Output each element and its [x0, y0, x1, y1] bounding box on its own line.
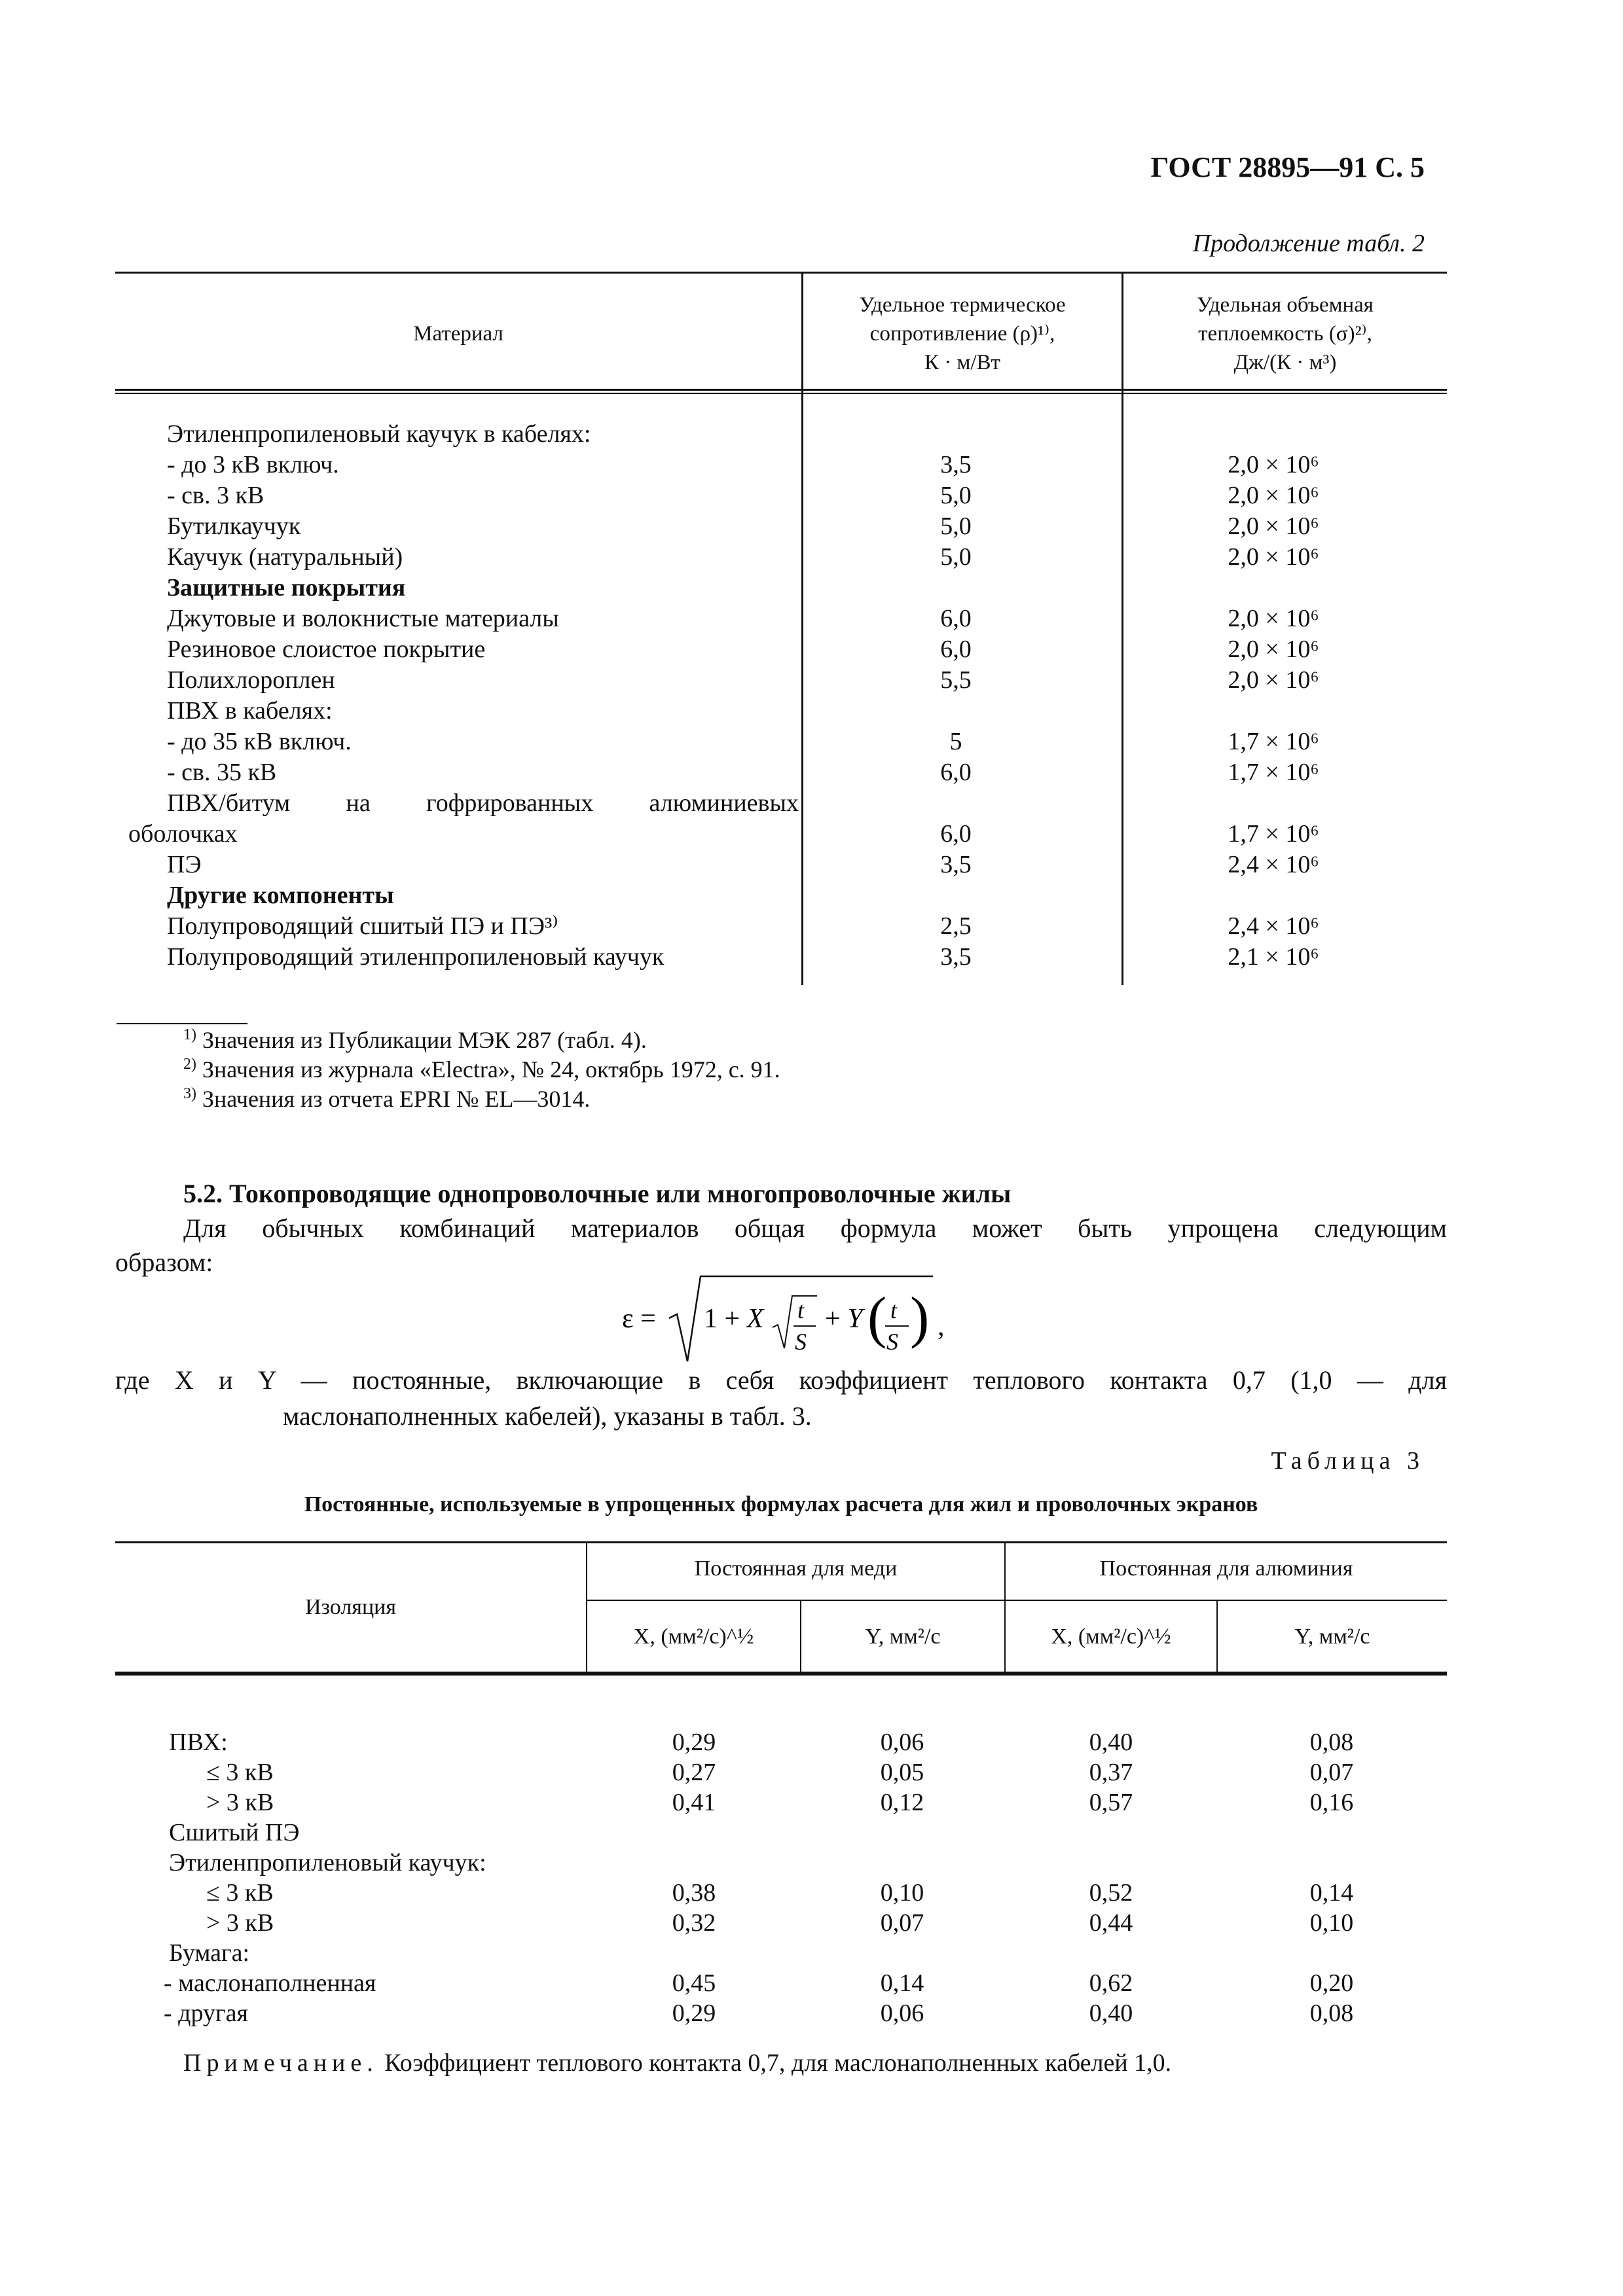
- svg-text:+ Y: + Y: [825, 1304, 863, 1334]
- copper-x-value: 0,29: [672, 2000, 716, 2027]
- table3-row: [0, 1939, 1623, 1968]
- resistivity-value: 6,0: [940, 605, 972, 632]
- table2-row: [0, 788, 1623, 819]
- aluminium-y-value: 0,14: [1309, 1879, 1354, 1907]
- table3-row: [0, 1758, 1623, 1787]
- table3-row: [0, 1728, 1623, 1757]
- capacity-value: 1,7 × 10⁶: [1228, 759, 1319, 786]
- copper-x-value: 0,32: [672, 1909, 716, 1937]
- insulation-name: Сшитый ПЭ: [169, 1819, 300, 1846]
- copper-y-value: 0,06: [880, 1729, 924, 1756]
- table2-row: [0, 450, 1623, 480]
- material-name: - до 3 кВ включ.: [167, 451, 339, 478]
- aluminium-x-value: 0,57: [1089, 1789, 1133, 1816]
- table2-header-capacity: [1123, 291, 1447, 377]
- svg-text:t: t: [797, 1297, 805, 1323]
- aluminium-y-value: 0,20: [1309, 1969, 1354, 1997]
- table3-header-alu-x: X, (мм²/с)^½: [1051, 1624, 1171, 1649]
- insulation-name: - маслонаполненная: [164, 1969, 376, 1997]
- aluminium-y-value: 0,08: [1309, 1729, 1354, 1756]
- material-name: Джутовые и волокнистые материалы: [167, 605, 559, 632]
- copper-y-value: 0,12: [880, 1789, 924, 1816]
- insulation-name: - другая: [164, 2000, 248, 2027]
- table2-header-resistivity: [803, 291, 1122, 377]
- table3-row: [0, 1818, 1623, 1848]
- insulation-name: > 3 кВ: [206, 1909, 274, 1937]
- table3-row: [0, 1909, 1623, 1938]
- footnote-mark: 2): [183, 1056, 196, 1073]
- table3-header-copper-y: Y, мм²/с: [865, 1624, 941, 1649]
- copper-x-value: 0,27: [672, 1759, 716, 1786]
- copper-x-value: 0,45: [672, 1969, 716, 1997]
- table3-row: [0, 1969, 1623, 1998]
- svg-text:S: S: [795, 1329, 807, 1355]
- resistivity-value: 6,0: [940, 759, 972, 786]
- material-name: Защитные покрытия: [167, 574, 406, 601]
- insulation-name: ≤ 3 кВ: [206, 1879, 274, 1907]
- table2-row: [0, 573, 1623, 603]
- resistivity-value: 5: [949, 728, 962, 755]
- document-header: ГОСТ 28895—91 С. 5: [1150, 151, 1425, 183]
- aluminium-y-value: 0,10: [1309, 1909, 1354, 1937]
- table-continuation-label: Продолжение табл. 2: [1192, 230, 1425, 257]
- material-name: Этиленпропиленовый каучук в кабелях:: [167, 420, 591, 448]
- material-name: ПВХ/битум на гофрированных алюминиевых: [167, 789, 799, 817]
- capacity-value: 2,4 × 10⁶: [1228, 912, 1319, 940]
- insulation-name: ≤ 3 кВ: [206, 1759, 274, 1786]
- note-text: Коэффициент теплового контакта 0,7, для маслонаполненных кабелей 1,0.: [384, 2049, 1172, 2077]
- table2-row: [0, 880, 1623, 911]
- aluminium-x-value: 0,52: [1089, 1879, 1133, 1907]
- table3-row: [0, 1788, 1623, 1818]
- table2-row: [0, 696, 1623, 726]
- table3-header-aluminium: Постоянная для алюминия: [1099, 1556, 1353, 1581]
- table3-header-rule: [115, 1672, 1447, 1676]
- table2-header-rule-2: [115, 393, 1447, 394]
- material-name: Полупроводящий сшитый ПЭ и ПЭ³⁾: [167, 912, 558, 940]
- table2-row: [0, 603, 1623, 634]
- capacity-line-1: Удельная объемная: [1197, 293, 1374, 317]
- insulation-name: Бумага:: [169, 1939, 250, 1967]
- footnote-text: Значения из отчета EPRI № EL—3014.: [196, 1086, 591, 1112]
- copper-x-value: 0,29: [672, 1729, 716, 1756]
- table3-header-copper-x: X, (мм²/с)^½: [633, 1624, 754, 1649]
- table2-row: [0, 850, 1623, 880]
- footnote-mark: 3): [183, 1085, 196, 1102]
- aluminium-y-value: 0,07: [1309, 1759, 1354, 1786]
- capacity-value: 2,4 × 10⁶: [1228, 851, 1319, 878]
- aluminium-y-value: 0,08: [1309, 2000, 1354, 2027]
- table2-row: [0, 819, 1623, 850]
- footnote-text: Значения из Публикации МЭК 287 (табл. 4).: [196, 1027, 647, 1053]
- resistivity-value: 5,0: [940, 482, 972, 509]
- resistivity-value: 6,0: [940, 636, 972, 663]
- capacity-line-2: теплоемкость (σ)²⁾,: [1198, 322, 1372, 346]
- material-name: Полихлороплен: [167, 666, 335, 694]
- material-name: Бутилкаучук: [167, 512, 301, 540]
- section-paragraph-line-2: образом:: [115, 1247, 213, 1277]
- table3-header-copper: Постоянная для меди: [694, 1556, 898, 1581]
- material-name: ПВХ в кабелях:: [167, 697, 333, 725]
- table3-label: Таблица 3: [1271, 1447, 1425, 1475]
- material-name: - до 35 кВ включ.: [167, 728, 352, 755]
- aluminium-x-value: 0,40: [1089, 1729, 1133, 1756]
- table3-row: [0, 1848, 1623, 1878]
- resistivity-value: 6,0: [940, 820, 972, 848]
- material-name: ПЭ: [167, 851, 202, 878]
- table3-header-insulation: Изоляция: [305, 1595, 396, 1619]
- aluminium-x-value: 0,40: [1089, 2000, 1133, 2027]
- aluminium-x-value: 0,62: [1089, 1969, 1133, 1997]
- capacity-value: 1,7 × 10⁶: [1228, 728, 1319, 755]
- resistivity-line-1: Удельное термическое: [859, 293, 1066, 317]
- resistivity-value: 3,5: [940, 943, 972, 971]
- capacity-value: 2,0 × 10⁶: [1228, 605, 1319, 632]
- material-name: Каучук (натуральный): [167, 543, 403, 571]
- insulation-name: > 3 кВ: [206, 1789, 274, 1816]
- table3-top-rule: [115, 1541, 1447, 1543]
- table2-row: [0, 942, 1623, 973]
- footnote: [183, 1056, 780, 1083]
- svg-text:S: S: [886, 1329, 898, 1355]
- material-name: - св. 35 кВ: [167, 759, 277, 786]
- copper-y-value: 0,06: [880, 2000, 924, 2027]
- svg-text:,: ,: [938, 1312, 945, 1342]
- insulation-name: ПВХ:: [169, 1729, 228, 1756]
- table2-row: [0, 634, 1623, 665]
- footnote: [183, 1085, 590, 1113]
- svg-text:): ): [910, 1286, 930, 1350]
- material-name: Полупроводящий этиленпропиленовый каучук: [167, 943, 665, 971]
- table2-row: [0, 665, 1623, 696]
- table2-row: [0, 480, 1623, 511]
- footnote-mark: 1): [183, 1026, 196, 1043]
- table3-group-rule: [586, 1600, 1447, 1601]
- resistivity-line-2: сопротивление (ρ)¹⁾,: [869, 322, 1055, 346]
- table2-row: [0, 419, 1623, 450]
- resistivity-value: 3,5: [940, 851, 972, 878]
- copper-x-value: 0,41: [672, 1789, 716, 1816]
- table3-title: Постоянные, используемые в упрощенных формулах расчета для жил и проволочных экранов: [304, 1492, 1258, 1516]
- where-line-1: где X и Y — постоянные, включающие в себя коэффициент теплового контакта 0,7 (1,0 — для: [115, 1365, 1447, 1395]
- resistivity-value: 5,0: [940, 543, 972, 571]
- capacity-value: 2,0 × 10⁶: [1228, 543, 1319, 571]
- material-name: оболочках: [128, 820, 238, 848]
- capacity-value: 1,7 × 10⁶: [1228, 820, 1319, 848]
- material-name: - св. 3 кВ: [167, 482, 264, 509]
- table3-header-alu-y: Y, мм²/с: [1294, 1624, 1370, 1649]
- table2-row: [0, 511, 1623, 542]
- note-label: Примечание.: [183, 2049, 378, 2077]
- capacity-value: 2,0 × 10⁶: [1228, 666, 1319, 694]
- footnote-rule: [117, 1023, 247, 1024]
- aluminium-x-value: 0,37: [1089, 1759, 1133, 1786]
- copper-y-value: 0,10: [880, 1879, 924, 1907]
- resistivity-value: 5,0: [940, 512, 972, 540]
- table2-top-rule: [115, 272, 1447, 274]
- formula-one-plus-x: 1 + X: [704, 1304, 764, 1334]
- formula: [609, 1263, 949, 1374]
- section-heading: 5.2. Токопроводящие однопроволочные или многопроволочные жилы: [183, 1179, 1012, 1208]
- footnote: [183, 1026, 647, 1054]
- table3-note: [183, 2049, 1171, 2077]
- material-name: Резиновое слоистое покрытие: [167, 636, 486, 663]
- resistivity-value: 3,5: [940, 451, 972, 478]
- capacity-line-3: Дж/(К · м³): [1233, 351, 1337, 374]
- where-line-2: маслонаполненных кабелей), указаны в табл. 3.: [283, 1401, 812, 1431]
- resistivity-line-3: К · м/Вт: [924, 351, 1000, 374]
- copper-y-value: 0,14: [880, 1969, 924, 1997]
- material-name: Другие компоненты: [167, 882, 394, 909]
- table3-row: [0, 1999, 1623, 2028]
- table2-row: [0, 542, 1623, 573]
- section-paragraph-line-1: Для обычных комбинаций материалов общая формула может быть упрощена следующим: [183, 1213, 1447, 1243]
- aluminium-y-value: 0,16: [1309, 1789, 1354, 1816]
- table2-header-material: Материал: [413, 322, 503, 346]
- capacity-value: 2,0 × 10⁶: [1228, 636, 1319, 663]
- table2-row: [0, 757, 1623, 788]
- insulation-name: Этиленпропиленовый каучук:: [169, 1849, 486, 1876]
- capacity-value: 2,0 × 10⁶: [1228, 512, 1319, 540]
- aluminium-x-value: 0,44: [1089, 1909, 1133, 1937]
- capacity-value: 2,0 × 10⁶: [1228, 451, 1319, 478]
- resistivity-value: 2,5: [940, 912, 972, 940]
- resistivity-value: 5,5: [940, 666, 972, 694]
- copper-y-value: 0,05: [880, 1759, 924, 1786]
- table2-row: [0, 911, 1623, 942]
- table3-row: [0, 1878, 1623, 1908]
- svg-text:(: (: [867, 1286, 887, 1350]
- table2-header-rule: [115, 389, 1447, 391]
- table2-row: [0, 726, 1623, 757]
- formula-epsilon: ε =: [622, 1304, 656, 1334]
- copper-y-value: 0,07: [880, 1909, 924, 1937]
- capacity-value: 2,1 × 10⁶: [1228, 943, 1319, 971]
- capacity-value: 2,0 × 10⁶: [1228, 482, 1319, 509]
- copper-x-value: 0,38: [672, 1879, 716, 1907]
- footnote-text: Значения из журнала «Electra», № 24, октябрь 1972, с. 91.: [196, 1056, 780, 1083]
- svg-text:t: t: [890, 1297, 898, 1323]
